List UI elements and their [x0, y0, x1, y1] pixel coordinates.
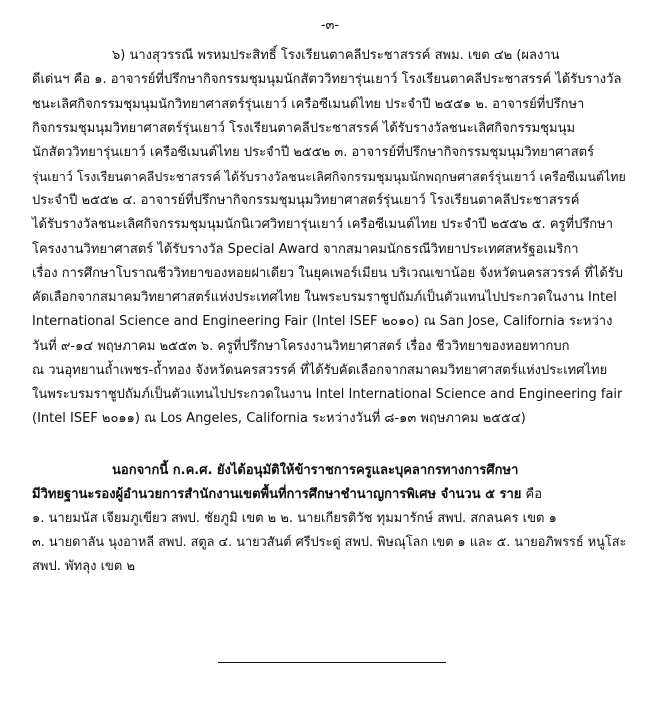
page-number: -๓- — [320, 18, 340, 33]
paragraph-line-mixed — [32, 483, 630, 506]
paragraph-line: ๓. นายดาลัน นุงอาหลี สพป. สตูล ๔. นายวสันต์ ศรีประดู่ สพป. พิษณุโลก เขต ๑ และ ๕. นายอภิพรรธ์ หนูโสะ — [32, 535, 627, 550]
paragraph-line: วันที่ ๙-๑๔ พฤษภาคม ๒๕๕๓ ๖. ครูที่ปรึกษาโครงงานวิทยาศาสตร์ เรื่อง ชีววิทยาของหอยทากบก — [32, 339, 570, 354]
paragraph-line: คัดเลือกจากสมาคมวิทยาศาสตร์แห่งประเทศไทย ในพระบรมราชูปถัมภ์เป็นตัวแทนไปประกวดในงาน Intel — [32, 290, 617, 305]
footer-divider — [218, 662, 446, 663]
paragraph-line: ณ วนอุทยานถ้ำเพชร-ถ้ำทอง จังหวัดนครสวรรค์ ที่ได้รับคัดเลือกจากสมาคมวิทยาศาสตร์แห่งประเทศไทย — [32, 363, 608, 378]
paragraph-line: โครงงานวิทยาศาสตร์ ได้รับรางวัล Special Award จากสมาคมนักธรณีวิทยาประเทศสหรัฐอเมริกา — [32, 242, 579, 257]
paragraph-line: ดีเด่นฯ คือ ๑. อาจารย์ที่ปรึกษากิจกรรมชุมนุมนักสัตววิทยารุ่นเยาว์ โรงเรียนตาคลีประชาสรรค์ ได้รับรางวัล — [32, 72, 622, 87]
paragraph-line: ประจำปี ๒๕๕๒ ๔. อาจารย์ที่ปรึกษากิจกรรมชุมนุมวิทยาศาสตร์รุ่นเยาว์ โรงเรียนตาคลีประชาสรรค์ — [32, 193, 580, 208]
paragraph-line: ได้รับรางวัลชนะเลิศกิจกรรมชุมนุมนักนิเวศวิทยารุ่นเยาว์ เครือซีเมนต์ไทย ประจำปี ๒๕๕๒ ๕. ครูที่ปรึกษา — [32, 217, 614, 232]
paragraph-line: นักสัตววิทยารุ่นเยาว์ เครือซีเมนต์ไทย ประจำปี ๒๕๕๒ ๓. อาจารย์ที่ปรึกษากิจกรรมชุมนุมวิทยาศาสตร์ — [32, 145, 595, 160]
paragraph-line: สพป. พัทลุง เขต ๒ — [32, 559, 136, 574]
paragraph-line: เรื่อง การศึกษาโบราณชีววิทยาของหอยฝาเดียว ในยุคเพอร์เมียน บริเวณเขาน้อย จังหวัดนครสวรรค์ ที่ได้รับ — [32, 266, 623, 281]
paragraph-tail: คือ — [521, 487, 543, 502]
paragraph-line: ชนะเลิศกิจกรรมชุมนุมนักวิทยาศาสตร์รุ่นเยาว์ เครือซีเมนต์ไทย ประจำปี ๒๕๕๑ ๒. อาจารย์ที่ปรึกษา — [32, 97, 585, 112]
paragraph-line: ในพระบรมราชูปถัมภ์เป็นตัวแทนไปประกวดในงาน Intel International Science and Engineering fair — [32, 387, 623, 402]
paragraph-line: ๑. นายมนัส เจียมภูเขียว สพป. ชัยภูมิ เขต ๒ ๒. นายเกียรติวัช ทุมมารักษ์ สพป. สกลนคร เขต ๑ — [32, 511, 557, 526]
paragraph-line: International Science and Engineering Fair (Intel ISEF ๒๐๑๐) ณ San Jose, California ระหว่าง — [32, 314, 613, 329]
bold-paragraph-line: มีวิทยฐานะรองผู้อำนวยการสำนักงานเขตพื้นที่การศึกษาชำนาญการพิเศษ จำนวน ๕ ราย — [32, 487, 522, 502]
paragraph-line: ๖) นางสุวรรณี พรหมประสิทธิ์ โรงเรียนตาคลีประชาสรรค์ สพม. เขต ๔๒ (ผลงาน — [112, 48, 560, 63]
paragraph-line: รุ่นเยาว์ โรงเรียนตาคลีประชาสรรค์ ได้รับรางวัลชนะเลิศกิจกรรมชุมนุมนักพฤกษศาสตร์รุ่นเยาว์ เครือซีเมนต์ไทย — [32, 169, 626, 184]
paragraph-line: กิจกรรมชุมนุมวิทยาศาสตร์รุ่นเยาว์ โรงเรียนตาคลีประชาสรรค์ ได้รับรางวัลชนะเลิศกิจกรรมชุมนุม — [32, 121, 576, 136]
paragraph-line: (Intel ISEF ๒๐๑๑) ณ Los Angeles, California ระหว่างวันที่ ๘-๑๓ พฤษภาคม ๒๕๕๔) — [32, 411, 526, 426]
bold-paragraph-line: นอกจากนี้ ก.ค.ศ. ยังได้อนุมัติให้ข้าราชการครูและบุคลากรทางการศึกษา — [112, 463, 519, 478]
